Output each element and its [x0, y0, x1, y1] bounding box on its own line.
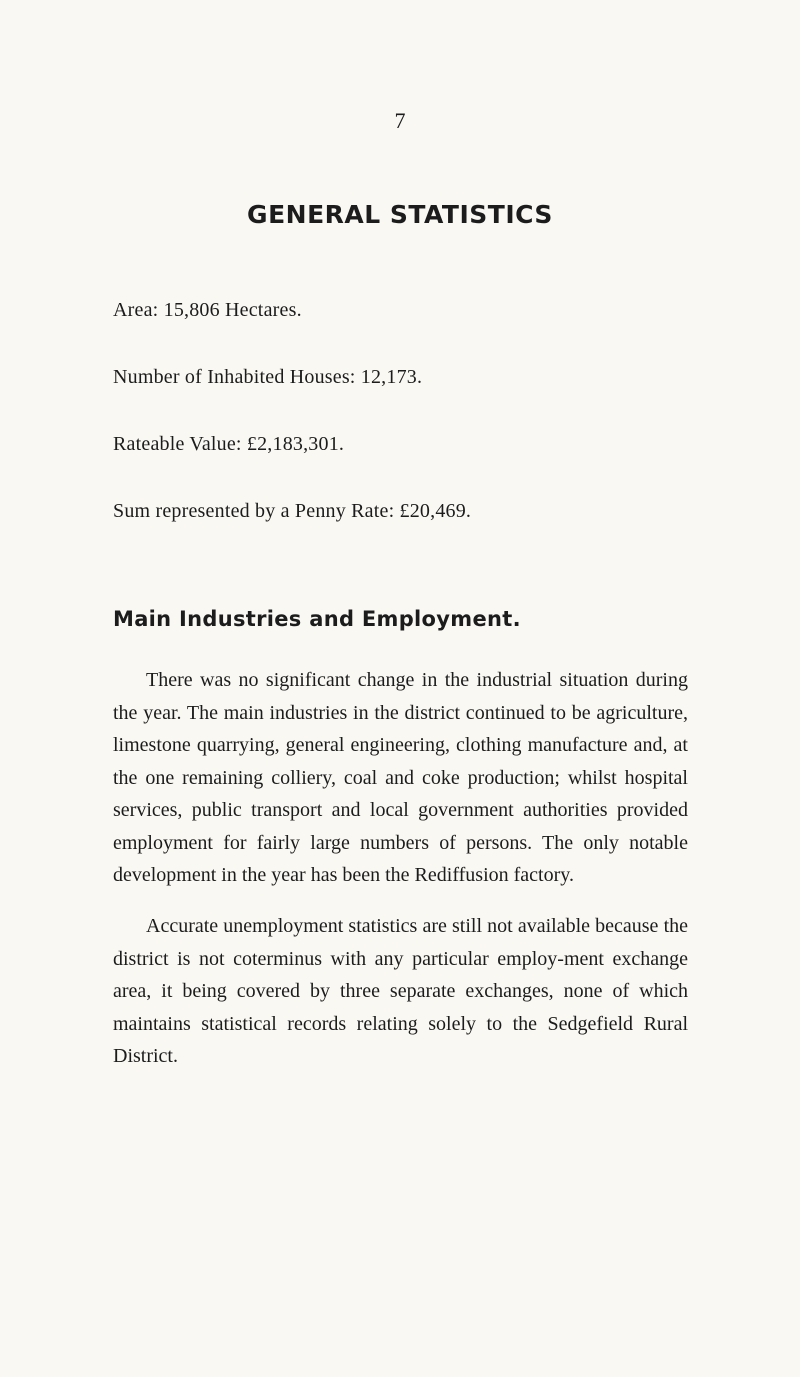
- stat-inhabited-houses: Number of Inhabited Houses: 12,173.: [113, 366, 423, 388]
- stat-area: Area: 15,806 Hectares.: [113, 299, 302, 321]
- page-number: 7: [394, 108, 406, 133]
- section-heading: Main Industries and Employment.: [113, 607, 521, 631]
- paragraph-industries: [113, 664, 688, 892]
- paragraph-industries-text: There was no significant change in the industrial situation during the year. The main industries in the district continued to be agriculture, limestone quarrying, general engineering, clothing manufacture and, at the one remaining colliery, coal and coke production; whilst hospital services, public transport and local government authorities provided employment for fairly large numbers of persons. The only notable development in the year has been the Rediffusion factory.: [113, 669, 688, 886]
- stat-penny-rate: Sum represented by a Penny Rate: £20,469.: [113, 500, 472, 522]
- paragraph-unemployment: [113, 910, 688, 1073]
- page-title: GENERAL STATISTICS: [247, 200, 553, 229]
- paragraph-unemployment-text: Accurate unemployment statistics are still not available because the district is not coterminus with any particular employ-ment exchange area, it being covered by three separate exchanges, none of which maintains statistical records relating solely to the Sedgefield Rural District.: [113, 915, 688, 1067]
- stat-rateable-value: Rateable Value: £2,183,301.: [113, 433, 345, 455]
